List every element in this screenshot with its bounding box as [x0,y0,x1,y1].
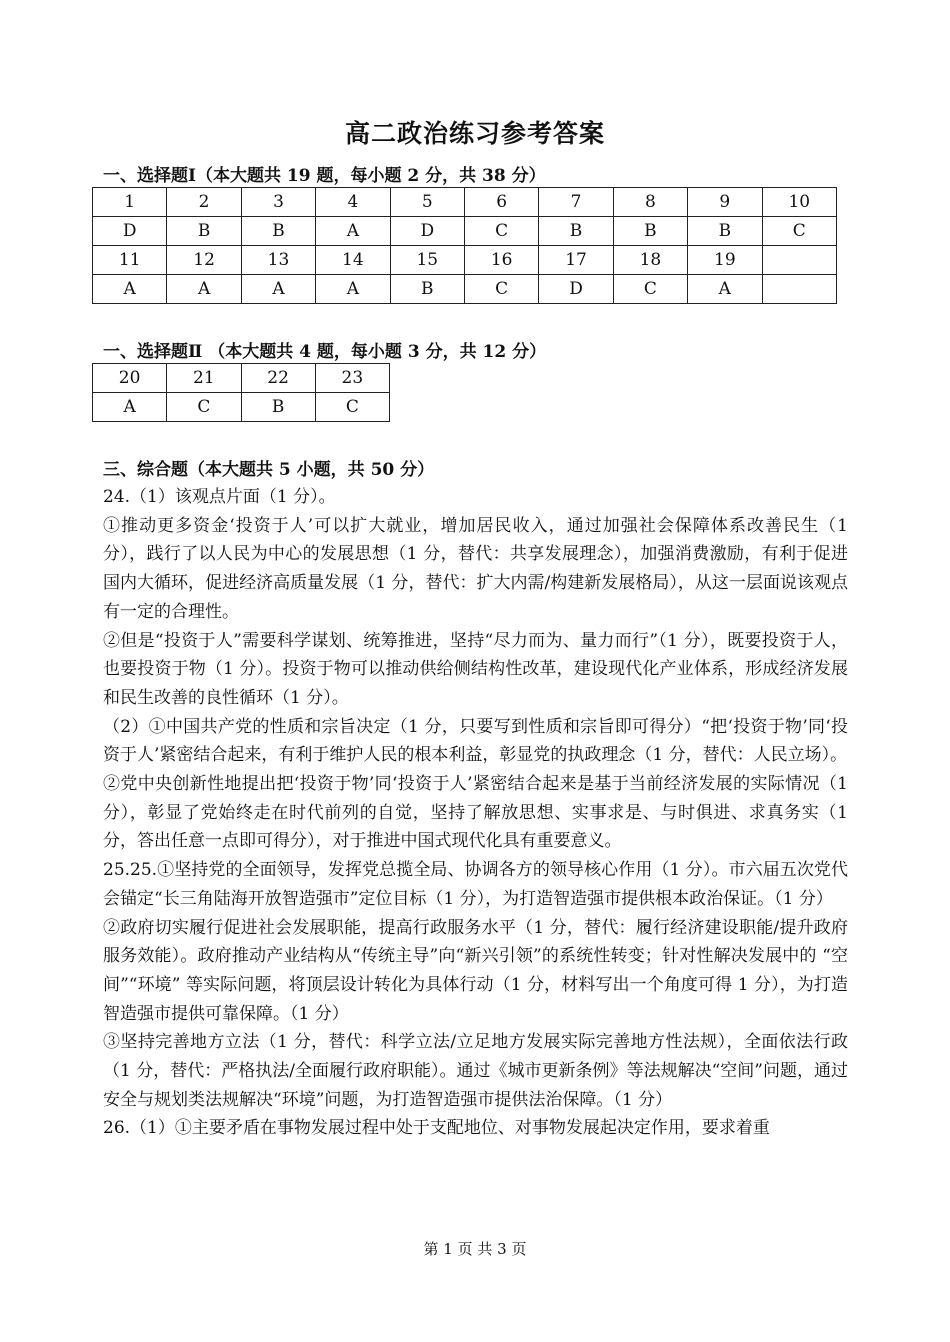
answer-cell: D [93,217,167,246]
answer-cell: A [316,275,390,304]
answer-cell: A [167,275,241,304]
answer-paragraph: （2）①中国共产党的性质和宗旨决定（1 分，只要写到性质和宗旨即可得分）“把‘投资于物’同‘投资于人’紧密结合起来，有利于维护人民的根本利益，彰显党的执政理念（1 分，替代：人民立场）。 [103,716,848,766]
answer-cell: D [390,217,464,246]
question-number-cell: 6 [464,188,538,217]
answer-cell: A [316,217,390,246]
question-number-cell: 10 [762,188,836,217]
question-number-cell: 18 [613,246,687,275]
page-title: 高二政治练习参考答案 [344,119,605,148]
table-row [93,188,837,217]
question-number-cell: 2 [167,188,241,217]
answer-cell: B [241,393,315,422]
section2-heading: 一、选择题Ⅱ （本大题共 4 题，每小题 3 分，共 12 分） [103,342,547,362]
question-number-cell [762,246,836,275]
question-number-cell: 21 [167,364,241,393]
choice-answer-table-1 [92,187,837,304]
table-row [93,393,390,422]
question-number-cell: 17 [539,246,613,275]
answer-cell: B [241,217,315,246]
question-number-cell: 7 [539,188,613,217]
answer-paragraph: 24.（1）该观点片面（1 分）。 [103,487,336,507]
answer-paragraph: 26.（1）①主要矛盾在事物发展过程中处于支配地位、对事物发展起决定作用，要求着重 [103,1118,770,1139]
answer-cell: C [464,217,538,246]
table-row [93,275,837,304]
answer-cell [762,275,836,304]
answer-cell: B [688,217,762,246]
question-number-cell: 4 [316,188,390,217]
table-row [93,217,837,246]
answer-paragraph: ②但是“投资于人”需要科学谋划、统筹推进，坚持“尽力而为、量力而行”（1 分），既要投资于人，也要投资于物（1 分）。投资于物可以推动供给侧结构性改革，建设现代化产业体系，形成经济发展和民生改善的良性循环（1 分）。 [103,630,848,708]
comprehensive-answers [103,483,848,1143]
answer-cell: A [93,275,167,304]
question-number-cell: 12 [167,246,241,275]
question-number-cell: 9 [688,188,762,217]
answer-cell: D [539,275,613,304]
question-number-cell: 3 [241,188,315,217]
answer-paragraph: ②政府切实履行促进社会发展职能，提高行政服务水平（1 分，替代：履行经济建设职能/提升政府服务效能）。政府推动产业结构从“传统主导”向“新兴引领”的系统性转变；针对性解决发展中的 “空间”“环境” 等实际问题，将顶层设计转化为具体行动（1 分，材料写出一个角度可得 1 分），为打造智造强市提供可靠保障。（1 分） [103,917,848,1024]
question-number-cell: 23 [315,364,389,393]
question-number-cell: 15 [390,246,464,275]
answer-cell: B [390,275,464,304]
question-number-cell: 1 [93,188,167,217]
question-number-cell: 20 [93,364,167,393]
answer-cell: A [241,275,315,304]
question-number-cell: 22 [241,364,315,393]
page-footer: 第 1 页 共 3 页 [423,1240,527,1258]
answer-paragraph: ②党中央创新性地提出把‘投资于物’同‘投资于人’紧密结合起来是基于当前经济发展的实际情况（1 分），彰显了党始终走在时代前列的自觉，坚持了解放思想、实事求是、与时俱进、求真务实（1 分，答出任意一点即可得分），对于推进中国式现代化具有重要意义。 [103,774,848,852]
question-number-cell: 5 [390,188,464,217]
answer-paragraph: ①推动更多资金‘投资于人’可以扩大就业，增加居民收入，通过加强社会保障体系改善民生（1 分），践行了以人民为中心的发展思想（1 分，替代：共享发展理念），加强消费激励，有利于促进国内大循环，促进经济高质量发展（1 分，替代：扩大内需/构建新发展格局），从这一层面说该观点有一定的合理性。 [103,515,848,622]
table-row [93,246,837,275]
answer-cell: B [613,217,687,246]
question-number-cell: 19 [688,246,762,275]
answer-cell: A [688,275,762,304]
answer-paragraph: 25.25.①坚持党的全面领导，发挥党总揽全局、协调各方的领导核心作用（1 分）。市六届五次党代会锚定“长三角陆海开放智造强市”定位目标（1 分），为打造智造强市提供根本政治保证。（1 分） [103,860,848,909]
table-row [93,364,390,393]
answer-cell: A [93,393,167,422]
answer-cell: C [167,393,241,422]
question-number-cell: 11 [93,246,167,275]
choice-answer-table-2 [92,363,390,422]
question-number-cell: 14 [316,246,390,275]
answer-cell: C [613,275,687,304]
question-number-cell: 16 [464,246,538,275]
question-number-cell: 13 [241,246,315,275]
section3-heading: 三、综合题（本大题共 5 小题，共 50 分） [103,460,435,480]
answer-cell: B [167,217,241,246]
answer-paragraph: ③坚持完善地方立法（1 分，替代：科学立法/立足地方发展实际完善地方性法规），全面依法行政（1 分，替代：严格执法/全面履行政府职能）。通过《城市更新条例》等法规解决“空间”问题，通过安全与规划类法规解决“环境”问题，为打造智造强市提供法治保障。（1 分） [103,1032,848,1110]
answer-cell: C [762,217,836,246]
question-number-cell: 8 [613,188,687,217]
answer-cell: C [464,275,538,304]
answer-cell: B [539,217,613,246]
section1-heading: 一、选择题Ⅰ（本大题共 19 题，每小题 2 分，共 38 分） [103,166,546,186]
answer-cell: C [315,393,389,422]
